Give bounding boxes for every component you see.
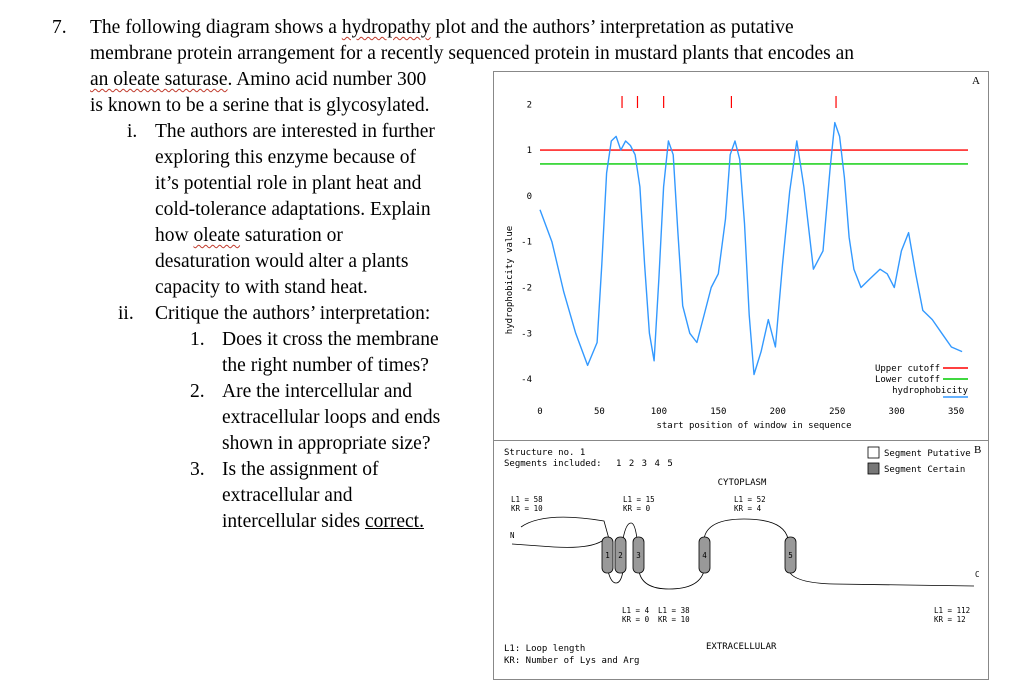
putative-swatch [868, 447, 879, 458]
sub-3-line: extracellular and [222, 485, 353, 506]
x-tick-label: 50 [594, 407, 605, 417]
x-tick-labels [537, 407, 964, 417]
y-tick-label: -3 [521, 329, 532, 340]
loop-top-2-length: L1 = 15 [623, 495, 655, 504]
part-i-line: how oleate saturation or [155, 225, 343, 246]
question-line-3: an oleate saturase. Amino acid number 300 [90, 69, 427, 90]
tm-segment-5-label: 5 [788, 551, 793, 560]
tm-segment-4 [699, 537, 710, 573]
certain-swatch [868, 463, 879, 474]
tm-segment-3 [633, 537, 644, 573]
x-tick-label: 0 [537, 407, 543, 417]
loop-bottom-2-length: L1 = 38 [658, 606, 690, 615]
sub-1-line: Does it cross the membrane [222, 329, 439, 350]
part-i-line: cold-tolerance adaptations. Explain [155, 199, 431, 220]
oleate-word: oleate [193, 225, 241, 246]
tm-segment-1 [602, 537, 613, 573]
y-tick-label: -4 [521, 375, 532, 386]
oleate-saturase-phrase: an oleate saturase [90, 69, 228, 90]
cytoplasm-label: CYTOPLASM [717, 478, 767, 488]
sub-3-line: intercellular sides correct. [222, 511, 424, 532]
topology-diagram [494, 441, 988, 679]
part-i-line: desaturation would alter a plants [155, 251, 409, 272]
x-tick-label: 200 [769, 407, 786, 417]
panel-label-b: B [974, 444, 982, 456]
part-i-line: capacity to with stand heat. [155, 277, 368, 298]
x-tick-label: 250 [829, 407, 846, 417]
extracellular-label: EXTRACELLULAR [706, 642, 777, 652]
y-axis-label: hydrophobicity value [505, 225, 515, 335]
legend-curve-label: hydrophobicity [892, 386, 968, 396]
segments-included-values: 1 2 3 4 5 [616, 459, 673, 469]
legend-lower-label: Lower cutoff [874, 375, 940, 385]
cytoplasmic-loop-3 [704, 519, 788, 539]
x-tick-label: 350 [947, 407, 965, 417]
tm-segment-5 [785, 537, 796, 573]
tm-segment-3-label: 3 [636, 551, 641, 560]
legend-putative-label: Segment Putative [884, 449, 971, 459]
part-ii-line: Critique the authors’ interpretation: [155, 303, 431, 324]
tm-segment-2-label: 2 [618, 551, 623, 560]
hydropathy-plot [494, 72, 988, 440]
plot-lines [540, 123, 968, 375]
hydropathy-word: hydropathy [341, 17, 431, 38]
part-i-number: i. [127, 121, 138, 142]
part-i-line: The authors are interested in further [155, 121, 435, 142]
n-terminus-label: N [510, 531, 515, 540]
tm-segment-4-label: 4 [702, 551, 707, 560]
legend-upper-label: Upper cutoff [874, 364, 940, 374]
question-line-4: is known to be a serine that is glycosylated. [90, 95, 430, 116]
key-loop-length: L1: Loop length [504, 644, 586, 654]
sub-1-number: 1. [190, 329, 205, 350]
tm-segment-1-label: 1 [605, 551, 610, 560]
key-lys-arg: KR: Number of Lys and Arg [504, 656, 640, 666]
y-tick-labels [521, 100, 532, 385]
sub-3-number: 3. [190, 459, 205, 480]
tm-segment-2 [615, 537, 626, 573]
sub-2-number: 2. [190, 381, 205, 402]
y-tick-label: -1 [521, 237, 532, 248]
y-tick-label: 2 [526, 100, 532, 111]
x-tick-label: 150 [710, 407, 727, 417]
question-line-1: The following diagram shows a hydropathy plot and the authors’ interpretation as putative [90, 17, 794, 38]
x-tick-label: 300 [888, 407, 905, 417]
sub-2-line: Are the intercellular and [222, 381, 413, 402]
n-terminal-tail [512, 541, 602, 547]
y-tick-label: 1 [526, 146, 532, 157]
loop-top-1-kr: KR = 10 [511, 504, 543, 513]
part-i-line: it’s potential role in plant heat and [155, 173, 422, 194]
sub-2-line: shown in appropriate size? [222, 433, 431, 454]
hydrophobicity-curve [540, 123, 962, 375]
loop-top-2-kr: KR = 0 [623, 504, 651, 513]
segments-included-label: Segments included: [504, 459, 602, 469]
loop-bottom-3-length: L1 = 112 [934, 606, 971, 615]
topology-diagram-panel [493, 440, 989, 680]
sub-2-line: extracellular loops and ends [222, 407, 441, 428]
y-tick-label: 0 [526, 191, 532, 202]
structure-label: Structure no. 1 [504, 448, 586, 458]
x-axis-label: start position of window in sequence [656, 421, 852, 431]
question-line-2: membrane protein arrangement for a recently sequenced protein in mustard plants that encodes an [90, 43, 854, 64]
loop-bottom-1-kr: KR = 0 [622, 615, 650, 624]
cytoplasmic-loop-2 [623, 523, 637, 539]
loop-bottom-2-kr: KR = 10 [658, 615, 690, 624]
part-ii-number: ii. [118, 303, 134, 324]
legend-certain-label: Segment Certain [884, 465, 966, 475]
loop-top-3-kr: KR = 4 [734, 504, 762, 513]
loop-bottom-1-length: L1 = 4 [622, 606, 650, 615]
c-terminal-tail [789, 571, 974, 586]
sub-1-line: the right number of times? [222, 355, 429, 376]
question-number: 7. [52, 17, 67, 38]
correct-word: correct. [364, 511, 424, 532]
c-terminus-label: C [975, 570, 980, 579]
loop-top-3-length: L1 = 52 [734, 495, 766, 504]
extracellular-loop-2 [639, 571, 704, 589]
hydropathy-plot-panel [493, 71, 989, 441]
cytoplasmic-loop-1 [521, 517, 609, 539]
sub-3-line: Is the assignment of [222, 459, 379, 480]
legend [875, 364, 969, 397]
segment-markers [622, 96, 836, 108]
loop-top-1-length: L1 = 58 [511, 495, 543, 504]
x-tick-label: 100 [650, 407, 668, 417]
loop-bottom-3-kr: KR = 12 [934, 615, 966, 624]
panel-label-a: A [972, 75, 980, 87]
y-tick-label: -2 [521, 283, 532, 294]
part-i-line: exploring this enzyme because of [155, 147, 416, 168]
